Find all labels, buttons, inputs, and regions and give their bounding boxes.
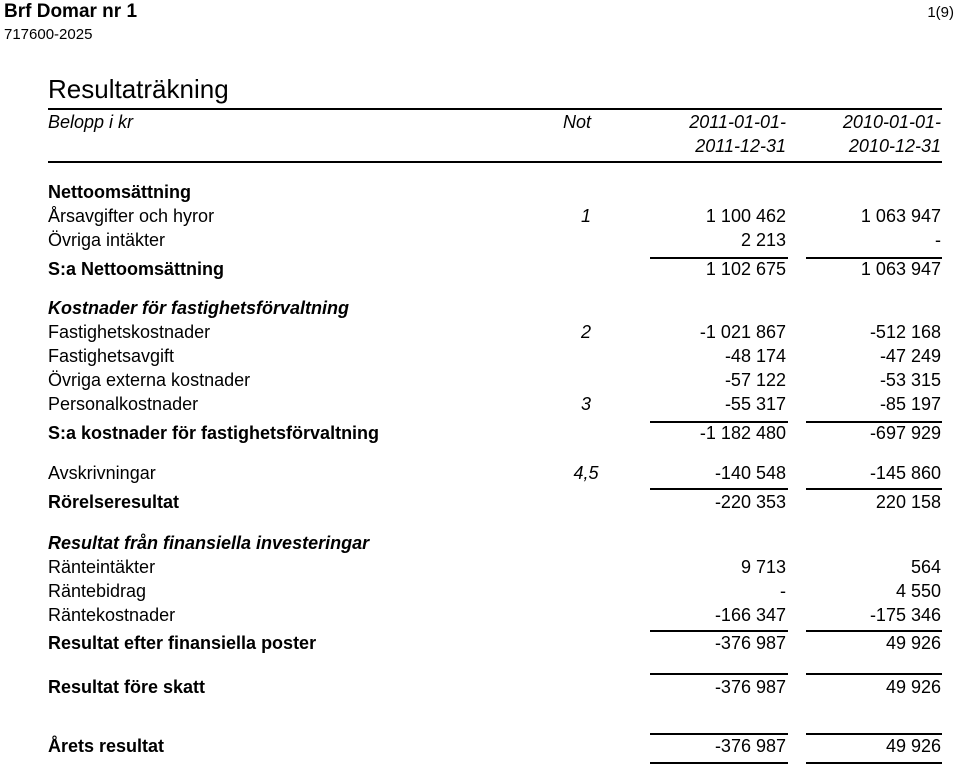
table-row: [0, 322, 960, 346]
row-value-2010: 220 158: [875, 492, 941, 512]
subtotal-rule: [650, 488, 788, 490]
row-value-2010: -175 346: [869, 605, 941, 625]
row-label: Rörelseresultat: [48, 492, 180, 512]
section-heading-revenue: [0, 182, 960, 206]
table-row: [0, 346, 960, 370]
organization-name: Brf Domar nr 1: [4, 1, 138, 22]
section-heading-costs: [0, 298, 960, 322]
table-row: [0, 394, 960, 418]
column-header-period1-start: 2011-01-01-: [689, 112, 786, 132]
row-value-2011: -1 021 867: [699, 322, 786, 342]
row-label: Avskrivningar: [48, 463, 156, 483]
row-label: Kostnader för fastighetsförvaltning: [48, 298, 350, 318]
column-header-period1-end: 2011-12-31: [695, 136, 786, 156]
table-row: [0, 581, 960, 605]
total-double-rule: [806, 762, 942, 764]
header-bottom-rule: [48, 161, 942, 163]
column-header-label: Belopp i kr: [48, 112, 134, 132]
section-heading-financial: [0, 533, 960, 557]
column-header-period2-start: 2010-01-01-: [842, 112, 941, 132]
row-label: Räntebidrag: [48, 581, 147, 601]
row-value-2011: -57 122: [724, 370, 786, 390]
row-value-2010: 49 926: [885, 677, 941, 697]
row-label: Årets resultat: [48, 736, 165, 756]
row-note: 4,5: [573, 463, 599, 483]
table-row: [0, 206, 960, 230]
row-value-2011: -55 317: [724, 394, 786, 414]
subtotal-row: [0, 492, 960, 516]
header-top-rule: [48, 108, 942, 110]
subtotal-rule: [650, 630, 788, 632]
subtotal-rule: [806, 673, 942, 675]
table-row: [0, 605, 960, 629]
row-value-2011: -1 182 480: [699, 423, 786, 443]
row-label: Resultat från finansiella investeringar: [48, 533, 370, 553]
total-rule: [806, 733, 942, 735]
row-value-2011: -140 548: [714, 463, 786, 483]
row-value-2010: -145 860: [869, 463, 941, 483]
row-value-2010: 49 926: [885, 633, 941, 653]
row-label: Fastighetskostnader: [48, 322, 211, 342]
table-row: [0, 230, 960, 254]
row-label: Fastighetsavgift: [48, 346, 175, 366]
row-value-2011: -48 174: [724, 346, 786, 366]
row-value-2011: -376 987: [714, 677, 786, 697]
subtotal-rule: [650, 673, 788, 675]
table-row: [0, 370, 960, 394]
row-note: 1: [580, 206, 591, 226]
row-value-2010: -85 197: [879, 394, 941, 414]
row-value-2010: -53 315: [879, 370, 941, 390]
row-value-2011: -: [780, 581, 786, 601]
row-value-2010: 1 063 947: [860, 259, 941, 279]
page-title: Resultaträkning: [48, 74, 229, 104]
column-header-period2-end: 2010-12-31: [848, 136, 941, 156]
row-value-2011: 1 100 462: [705, 206, 786, 226]
row-label: Övriga intäkter: [48, 230, 166, 250]
row-value-2010: 49 926: [885, 736, 941, 756]
row-value-2011: -220 353: [714, 492, 786, 512]
row-value-2011: 1 102 675: [705, 259, 786, 279]
row-value-2010: -697 929: [869, 423, 941, 443]
table-row: [0, 463, 960, 487]
row-label: Personalkostnader: [48, 394, 199, 414]
row-label: Resultat före skatt: [48, 677, 206, 697]
row-value-2011: -376 987: [714, 633, 786, 653]
row-value-2010: 1 063 947: [860, 206, 941, 226]
row-label: S:a Nettoomsättning: [48, 259, 225, 279]
row-note: 3: [580, 394, 591, 414]
row-value-2010: 564: [910, 557, 941, 577]
subtotal-row: [0, 259, 960, 283]
subtotal-rule: [806, 488, 942, 490]
row-value-2010: -: [935, 230, 941, 250]
row-value-2011: -166 347: [714, 605, 786, 625]
total-row: [0, 736, 960, 760]
row-value-2010: -512 168: [869, 322, 941, 342]
subtotal-row: [0, 677, 960, 701]
row-label: Årsavgifter och hyror: [48, 206, 215, 226]
row-label: Resultat efter finansiella poster: [48, 633, 317, 653]
row-label: Övriga externa kostnader: [48, 370, 251, 390]
total-rule: [650, 733, 788, 735]
row-label: Räntekostnader: [48, 605, 176, 625]
column-header-note: Not: [563, 112, 592, 132]
organization-number: 717600-2025: [4, 26, 93, 43]
row-value-2011: -376 987: [714, 736, 786, 756]
row-note: 2: [580, 322, 591, 342]
row-value-2010: 4 550: [895, 581, 941, 601]
row-value-2010: -47 249: [879, 346, 941, 366]
subtotal-rule: [806, 630, 942, 632]
row-label: S:a kostnader för fastighetsförvaltning: [48, 423, 380, 443]
row-label: Nettoomsättning: [48, 182, 191, 202]
total-double-rule: [650, 762, 788, 764]
subtotal-row: [0, 423, 960, 447]
subtotal-row: [0, 633, 960, 657]
row-value-2011: 2 213: [740, 230, 786, 250]
table-row: [0, 557, 960, 581]
row-value-2011: 9 713: [740, 557, 786, 577]
page-number: 1(9): [927, 4, 954, 21]
row-label: Ränteintäkter: [48, 557, 156, 577]
